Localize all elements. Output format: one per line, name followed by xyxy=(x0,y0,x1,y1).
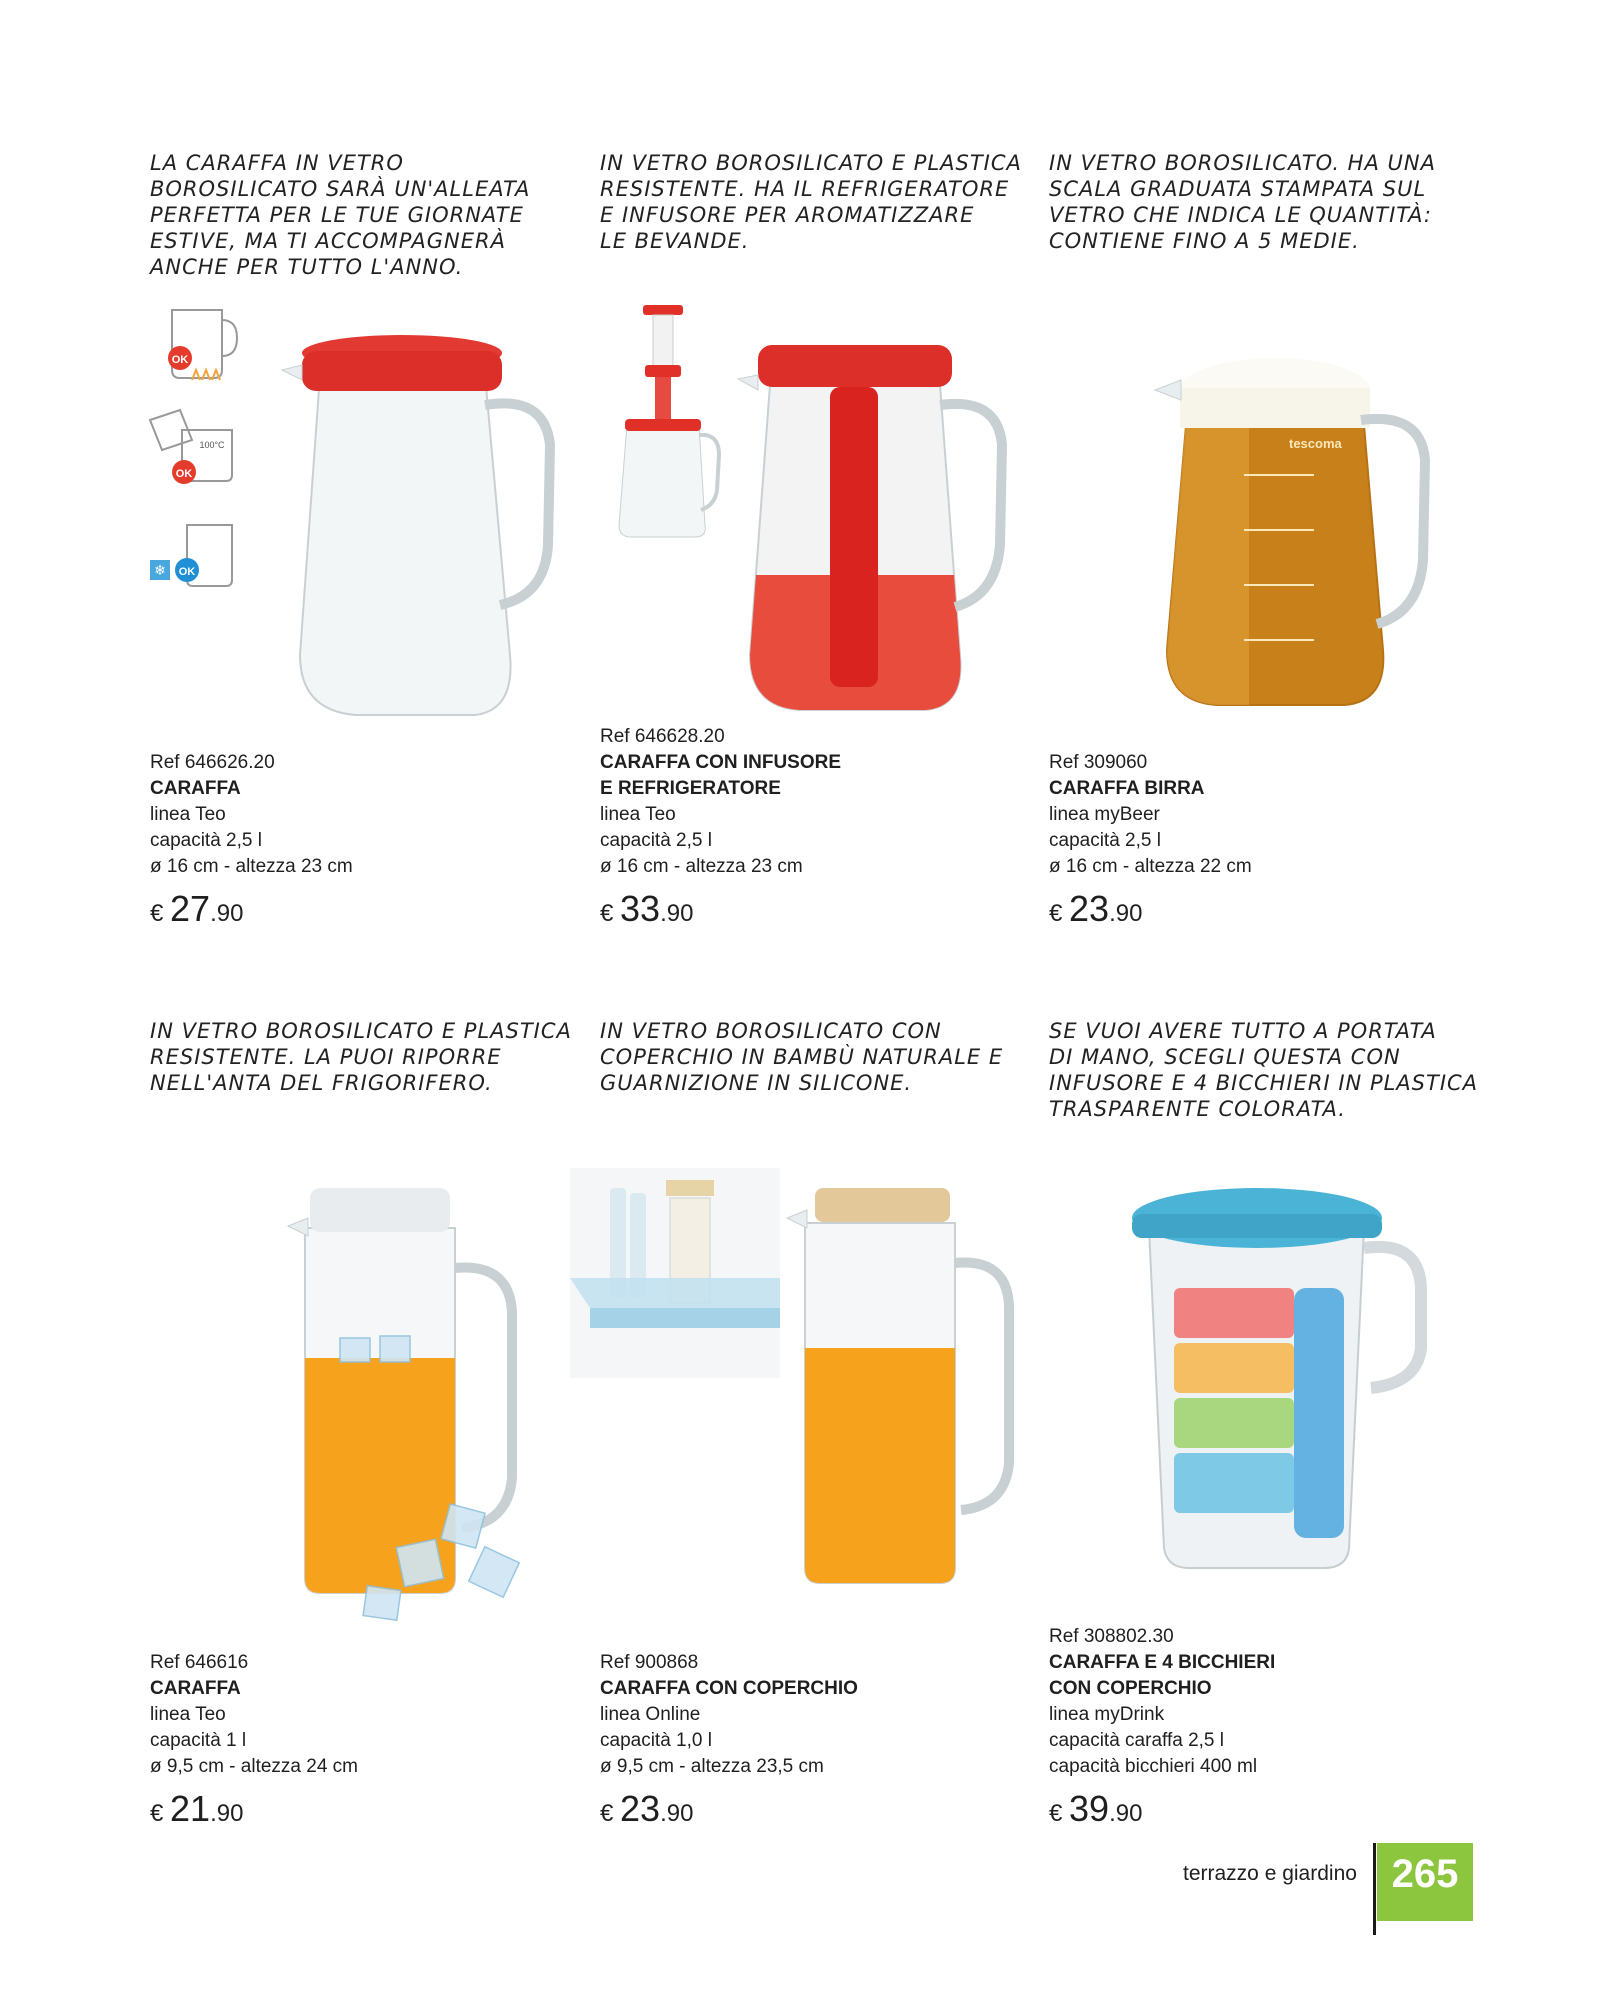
freezer-ok-icon xyxy=(150,525,232,586)
product-capacity: capacità 1,0 l xyxy=(600,1730,712,1751)
product-card-5 xyxy=(600,1018,1010,1838)
product-info xyxy=(1049,1624,1469,1831)
product-dimensions: ø 9,5 cm - altezza 23,5 cm xyxy=(600,1756,824,1777)
footer-divider xyxy=(1373,1843,1376,1935)
product-ref: Ref 646626.20 xyxy=(150,752,275,773)
product-line: linea myBeer xyxy=(1049,804,1160,825)
product-price: € 23.90 xyxy=(600,1788,694,1829)
usage-icons xyxy=(142,300,252,610)
product-info xyxy=(600,1650,1020,1831)
product-info xyxy=(150,750,570,931)
product-line: linea Teo xyxy=(150,804,226,825)
svg-text:100°C: 100°C xyxy=(199,440,225,450)
product-description: IN VETRO BOROSILICATO. HA UNA SCALA GRADUATA STAMPATA SUL VETRO CHE INDICA LE QUANTITÀ: CONTIENE FINO A 5 MEDIE. xyxy=(1049,151,1436,253)
product-price: € 33.90 xyxy=(600,888,694,929)
product-ref: Ref 646628.20 xyxy=(600,726,725,747)
product-ref: Ref 646616 xyxy=(150,1652,249,1673)
product-image xyxy=(1139,350,1439,730)
product-ref: Ref 309060 xyxy=(1049,752,1148,773)
product-image xyxy=(1109,1178,1439,1578)
brand-logo: tescoma xyxy=(1289,436,1342,451)
product-capacity: capacità 2,5 l xyxy=(150,830,262,851)
svg-text:❄: ❄ xyxy=(154,563,166,579)
product-name: CARAFFA BIRRA xyxy=(1049,778,1205,799)
product-capacity: capacità 2,5 l xyxy=(1049,830,1161,851)
product-capacity: capacità 2,5 l xyxy=(600,830,712,851)
product-card-1 xyxy=(150,150,560,929)
product-info xyxy=(150,1650,570,1831)
product-card-6 xyxy=(1049,1018,1479,1838)
product-name-line-2: E REFRIGERATORE xyxy=(600,778,781,799)
dishwasher-ok-icon xyxy=(150,410,232,484)
page-number: 265 xyxy=(1377,1843,1473,1921)
svg-text:OK: OK xyxy=(178,566,196,578)
product-price: € 27.90 xyxy=(150,888,244,929)
product-description: IN VETRO BOROSILICATO CON COPERCHIO IN BAMBÙ NATURALE E GUARNIZIONE IN SILICONE. xyxy=(600,1019,1004,1095)
product-image xyxy=(250,1188,550,1628)
product-name-line-2: CON COPERCHIO xyxy=(1049,1678,1212,1699)
product-description: IN VETRO BOROSILICATO E PLASTICA RESISTENTE. LA PUOI RIPORRE NELL'ANTA DEL FRIGORIFERO. xyxy=(150,1019,572,1095)
product-cup-capacity: capacità bicchieri 400 ml xyxy=(1049,1756,1258,1777)
product-card-4 xyxy=(150,1018,572,1838)
product-line: linea Teo xyxy=(600,804,676,825)
product-capacity: capacità caraffa 2,5 l xyxy=(1049,1730,1224,1751)
svg-text:OK: OK xyxy=(171,354,189,366)
product-line: linea Teo xyxy=(150,1704,226,1725)
microwave-ok-icon xyxy=(168,310,237,380)
product-info xyxy=(1049,750,1469,931)
product-dimensions: ø 16 cm - altezza 22 cm xyxy=(1049,856,1252,877)
product-image xyxy=(260,325,560,725)
product-card-3 xyxy=(1049,150,1459,929)
product-price: € 21.90 xyxy=(150,1788,244,1829)
fridge-door-image xyxy=(570,1168,780,1378)
product-description: LA CARAFFA IN VETRO BOROSILICATO SARÀ UN'ALLEATA PERFETTA PER LE TUE GIORNATE ESTIVE, MA TI ACCOMPAGNERÀ ANCHE PER TUTTO L'ANNO. xyxy=(150,151,531,279)
product-ref: Ref 308802.30 xyxy=(1049,1626,1174,1647)
product-name: CARAFFA CON COPERCHIO xyxy=(600,1678,858,1699)
product-name: CARAFFA xyxy=(150,1678,241,1699)
product-card-2 xyxy=(600,150,1022,929)
product-line: linea Online xyxy=(600,1704,701,1725)
product-price: € 39.90 xyxy=(1049,1788,1143,1829)
product-image xyxy=(775,1188,1015,1618)
svg-text:OK: OK xyxy=(175,468,193,480)
product-line: linea myDrink xyxy=(1049,1704,1165,1725)
product-info xyxy=(600,724,1020,931)
product-dimensions: ø 16 cm - altezza 23 cm xyxy=(150,856,353,877)
product-price: € 23.90 xyxy=(1049,888,1143,929)
infuser-detail-image xyxy=(615,305,725,545)
product-image xyxy=(720,345,1020,725)
product-ref: Ref 900868 xyxy=(600,1652,699,1673)
product-name: CARAFFA E 4 BICCHIERI xyxy=(1049,1652,1276,1673)
product-dimensions: ø 16 cm - altezza 23 cm xyxy=(600,856,803,877)
section-label: terrazzo e giardino xyxy=(1183,1862,1357,1885)
product-description: SE VUOI AVERE TUTTO A PORTATA DI MANO, SCEGLI QUESTA CON INFUSORE E 4 BICCHIERI IN PLASTICA TRASPARENTE COLORATA. xyxy=(1049,1019,1479,1121)
product-name: CARAFFA CON INFUSORE xyxy=(600,752,842,773)
product-capacity: capacità 1 l xyxy=(150,1730,247,1751)
product-description: IN VETRO BOROSILICATO E PLASTICA RESISTENTE. HA IL REFRIGERATORE E INFUSORE PER AROMATIZZARE LE BEVANDE. xyxy=(600,151,1022,253)
product-dimensions: ø 9,5 cm - altezza 24 cm xyxy=(150,1756,359,1777)
product-name: CARAFFA xyxy=(150,778,241,799)
